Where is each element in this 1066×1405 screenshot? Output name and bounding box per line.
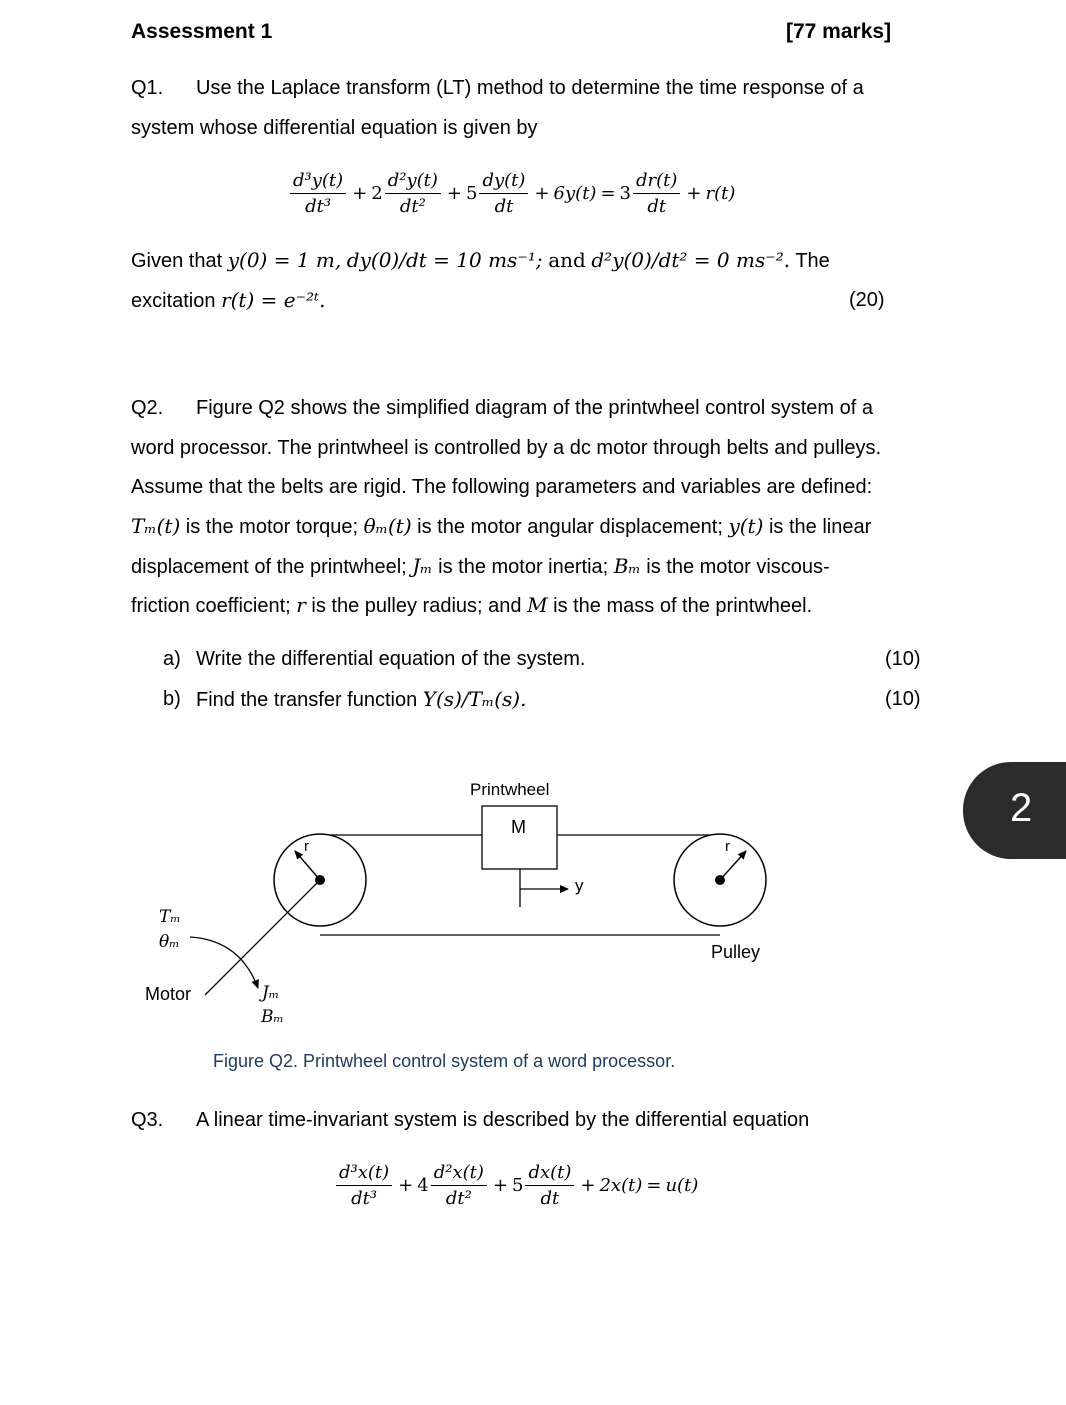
q3-coef2: 4 <box>417 1175 429 1196</box>
assessment-title: Assessment 1 <box>131 20 273 43</box>
printwheel-label: Printwheel <box>470 780 550 799</box>
r-left-label: r <box>304 838 309 855</box>
q1-line1: Use the Laplace transform (LT) method to determine the time response of a <box>196 77 864 99</box>
q2-line3: Assume that the belts are rigid. The following parameters and variables are defined: <box>131 476 873 498</box>
q1-given-prefix: Given that <box>131 250 228 272</box>
q1-coef2: 2 <box>371 183 383 204</box>
q2-part-a-label: a) <box>163 648 181 670</box>
page-number: 2 <box>1010 786 1033 830</box>
figure-caption: Figure Q2. Printwheel control system of a word processor. <box>213 1051 676 1071</box>
q1-marks: (20) <box>849 289 885 311</box>
q2-part-a-text: Write the differential equation of the system. <box>196 648 586 670</box>
bm-label: Bₘ <box>261 1007 284 1027</box>
q1-term2-num: d²y(t) <box>387 170 438 191</box>
q2-part-b-text: Find the transfer function <box>196 689 423 711</box>
q3-term3-num: dx(t) <box>528 1162 572 1183</box>
q3-term2-den: dt² <box>431 1185 487 1209</box>
q1-given-dy0: dy(0)/dt = 10 ms⁻¹; <box>346 248 543 272</box>
q2-l6-text3: is the mass of the printwheel. <box>547 595 813 617</box>
q2-line1: Figure Q2 shows the simplified diagram of the printwheel control system of a <box>196 397 873 419</box>
q1-equals: = <box>600 183 616 204</box>
q3-term3-den: dt <box>525 1185 574 1209</box>
q1-line2: system whose differential equation is given by <box>131 117 538 139</box>
q2-l4-thetam: θₘ(t) <box>363 514 412 538</box>
q1-term5-num: dr(t) <box>636 170 678 191</box>
q3-term1-den: dt³ <box>336 1185 392 1209</box>
q1-given-d2y0: d²y(0)/dt² = 0 ms⁻². <box>591 248 791 272</box>
q3-term1-num: d³x(t) <box>339 1162 390 1183</box>
q2-part-a-marks: (10) <box>885 648 921 670</box>
page-number-tab[interactable] <box>963 762 1066 859</box>
q1-term3-num: dy(t) <box>482 170 526 191</box>
q1-given-suffix: The <box>790 250 830 272</box>
q1-equation: $\frac{\text{d³y(t)}}{\text{dt³}}$ + 2 $\frac{\text{d²y(t)}}{\text{dt²}}$ + 5 $\frac{dy(t)}{dt}$ + 6y(t) = 3 $\frac{dr(t)}{dt}$ + r(t) <box>288 170 735 217</box>
q1-coef5: 3 <box>619 183 631 204</box>
q3-term1 <box>336 1162 392 1209</box>
q1-term2-den: dt² <box>385 193 441 217</box>
q1-coef3: 5 <box>466 183 478 204</box>
q2-l6-text1: friction coefficient; <box>131 595 297 617</box>
q1-term4: 6y(t) <box>553 183 597 204</box>
q2-part-b-label: b) <box>163 688 181 710</box>
q3-number: Q3. <box>131 1109 164 1131</box>
pulley-label: Pulley <box>711 942 761 962</box>
q2-part-b-expr: Y(s)/Tₘ(s). <box>422 687 527 711</box>
q3-line1: A linear time-invariant system is described by the differential equation <box>196 1109 810 1131</box>
r-right-label: r <box>725 838 730 855</box>
q3-term2-num: d²x(t) <box>433 1162 484 1183</box>
q2-l6-m: M <box>527 593 548 617</box>
q1-term5-den: dt <box>633 193 680 217</box>
q3-rhs: u(t) <box>665 1175 699 1196</box>
tm-label: Tₘ <box>159 907 181 927</box>
motor-shaft <box>205 880 320 995</box>
q2-l5-text3: is the motor viscous- <box>640 556 830 578</box>
q1-excitation-expr: r(t) = e⁻²ᵗ. <box>221 288 326 312</box>
q1-excitation-prefix: excitation <box>131 290 222 312</box>
q1-given-y0: y(0) = 1 m, <box>227 248 342 272</box>
q1-term1-num: d³y(t) <box>293 170 344 191</box>
y-label: y <box>575 876 584 895</box>
q2-l5-jm: Jₘ <box>412 554 433 578</box>
q1-term3-den: dt <box>479 193 528 217</box>
jm-label: Jₘ <box>262 983 280 1003</box>
mass-label: M <box>511 817 526 837</box>
q2-l4-text1: is the motor torque; <box>180 516 364 538</box>
q3-equation: $\frac{\text{d³x(t)}}{\text{dt³}}$ + 4 $\frac{\text{d²x(t)}}{\text{dt²}}$ + 5 $\frac{dx(t)}{dt}$ + 2x(t) = u(t) <box>334 1162 698 1209</box>
q1-term1-den: dt³ <box>290 193 346 217</box>
q2-l4-tm: Tₘ(t) <box>131 514 181 538</box>
thetam-label: θₘ <box>159 932 180 952</box>
q2-l5-text2: is the motor inertia; <box>432 556 614 578</box>
q2-number: Q2. <box>131 397 164 419</box>
q2-l4-text3: is the linear <box>763 516 872 538</box>
q3-term4: 2x(t) <box>599 1175 643 1196</box>
q3-term2 <box>431 1162 487 1209</box>
q2-line2: word processor. The printwheel is controlled by a dc motor through belts and pulleys. <box>131 437 882 459</box>
q2-l6-text2: is the pulley radius; and <box>305 595 528 617</box>
total-marks: [77 marks] <box>786 20 892 43</box>
q2-l5-bm: Bₘ <box>613 554 641 578</box>
q1-given-and: and <box>548 248 586 272</box>
torque-arrow <box>190 937 258 988</box>
q2-l6-r: r <box>296 593 306 617</box>
q3-term3 <box>525 1162 574 1209</box>
q1-term6: r(t) <box>705 183 736 204</box>
motor-label: Motor <box>145 984 192 1004</box>
q2-l5-text1: displacement of the printwheel; <box>131 556 413 578</box>
q3-coef3: 5 <box>511 1175 524 1196</box>
q3-equals: = <box>646 1175 662 1196</box>
q2-part-b-marks: (10) <box>885 688 921 710</box>
q1-number: Q1. <box>131 77 164 99</box>
q2-l4-y: y(t) <box>728 514 764 538</box>
q2-l4-text2: is the motor angular displacement; <box>411 516 729 538</box>
